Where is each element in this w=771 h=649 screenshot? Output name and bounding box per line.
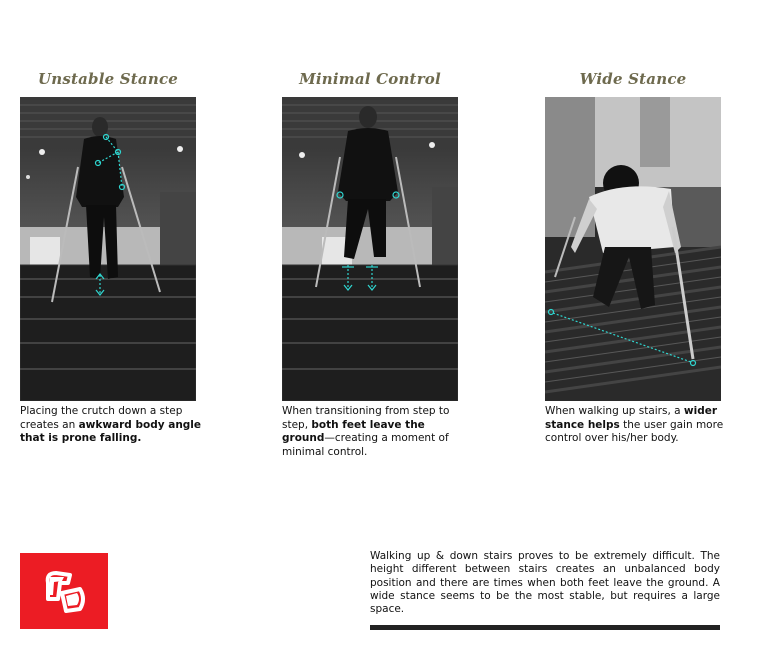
caption-unstable-stance: [20, 405, 206, 446]
stairs-midstep-photo: [282, 97, 458, 401]
photo-unstable-stance: [20, 97, 196, 401]
summary-underline-divider: [370, 625, 720, 630]
stairs-ascending-photo: [545, 97, 721, 401]
caption-wide-stance: [545, 405, 731, 446]
photo-wide-stance: [545, 97, 721, 401]
summary-paragraph: Walking up & down stairs proves to be extremely difficult. The height different between stairs creates an unbalanced body position and there are times when both feet leave the ground. A wide stance seems to be the most stable, but requires a large space.: [370, 550, 720, 616]
caption-text: When walking up stairs, a: [545, 405, 684, 417]
caption-text: When transitioning from step to step,: [282, 405, 450, 431]
red-square-logo-icon: [20, 553, 108, 629]
stairs-descending-photo: [20, 97, 196, 401]
caption-text: —creating a moment of minimal control.: [282, 432, 449, 458]
caption-emphasis: wider stance helps: [545, 405, 718, 431]
caption-emphasis: awkward body angle that is prone falling.: [20, 418, 202, 444]
caption-text: the user gain more control over his/her body.: [545, 418, 724, 444]
column-title-unstable-stance: Unstable Stance: [37, 70, 179, 88]
column-title-wide-stance: Wide Stance: [579, 70, 687, 88]
caption-emphasis: both feet leave the ground: [282, 418, 425, 444]
caption-text: Placing the crutch down a step creates an: [20, 405, 183, 431]
caption-minimal-control: [282, 405, 468, 459]
column-title-minimal-control: Minimal Control: [299, 70, 441, 88]
logo-mark-icon: [20, 553, 108, 629]
photo-minimal-control: [282, 97, 458, 401]
